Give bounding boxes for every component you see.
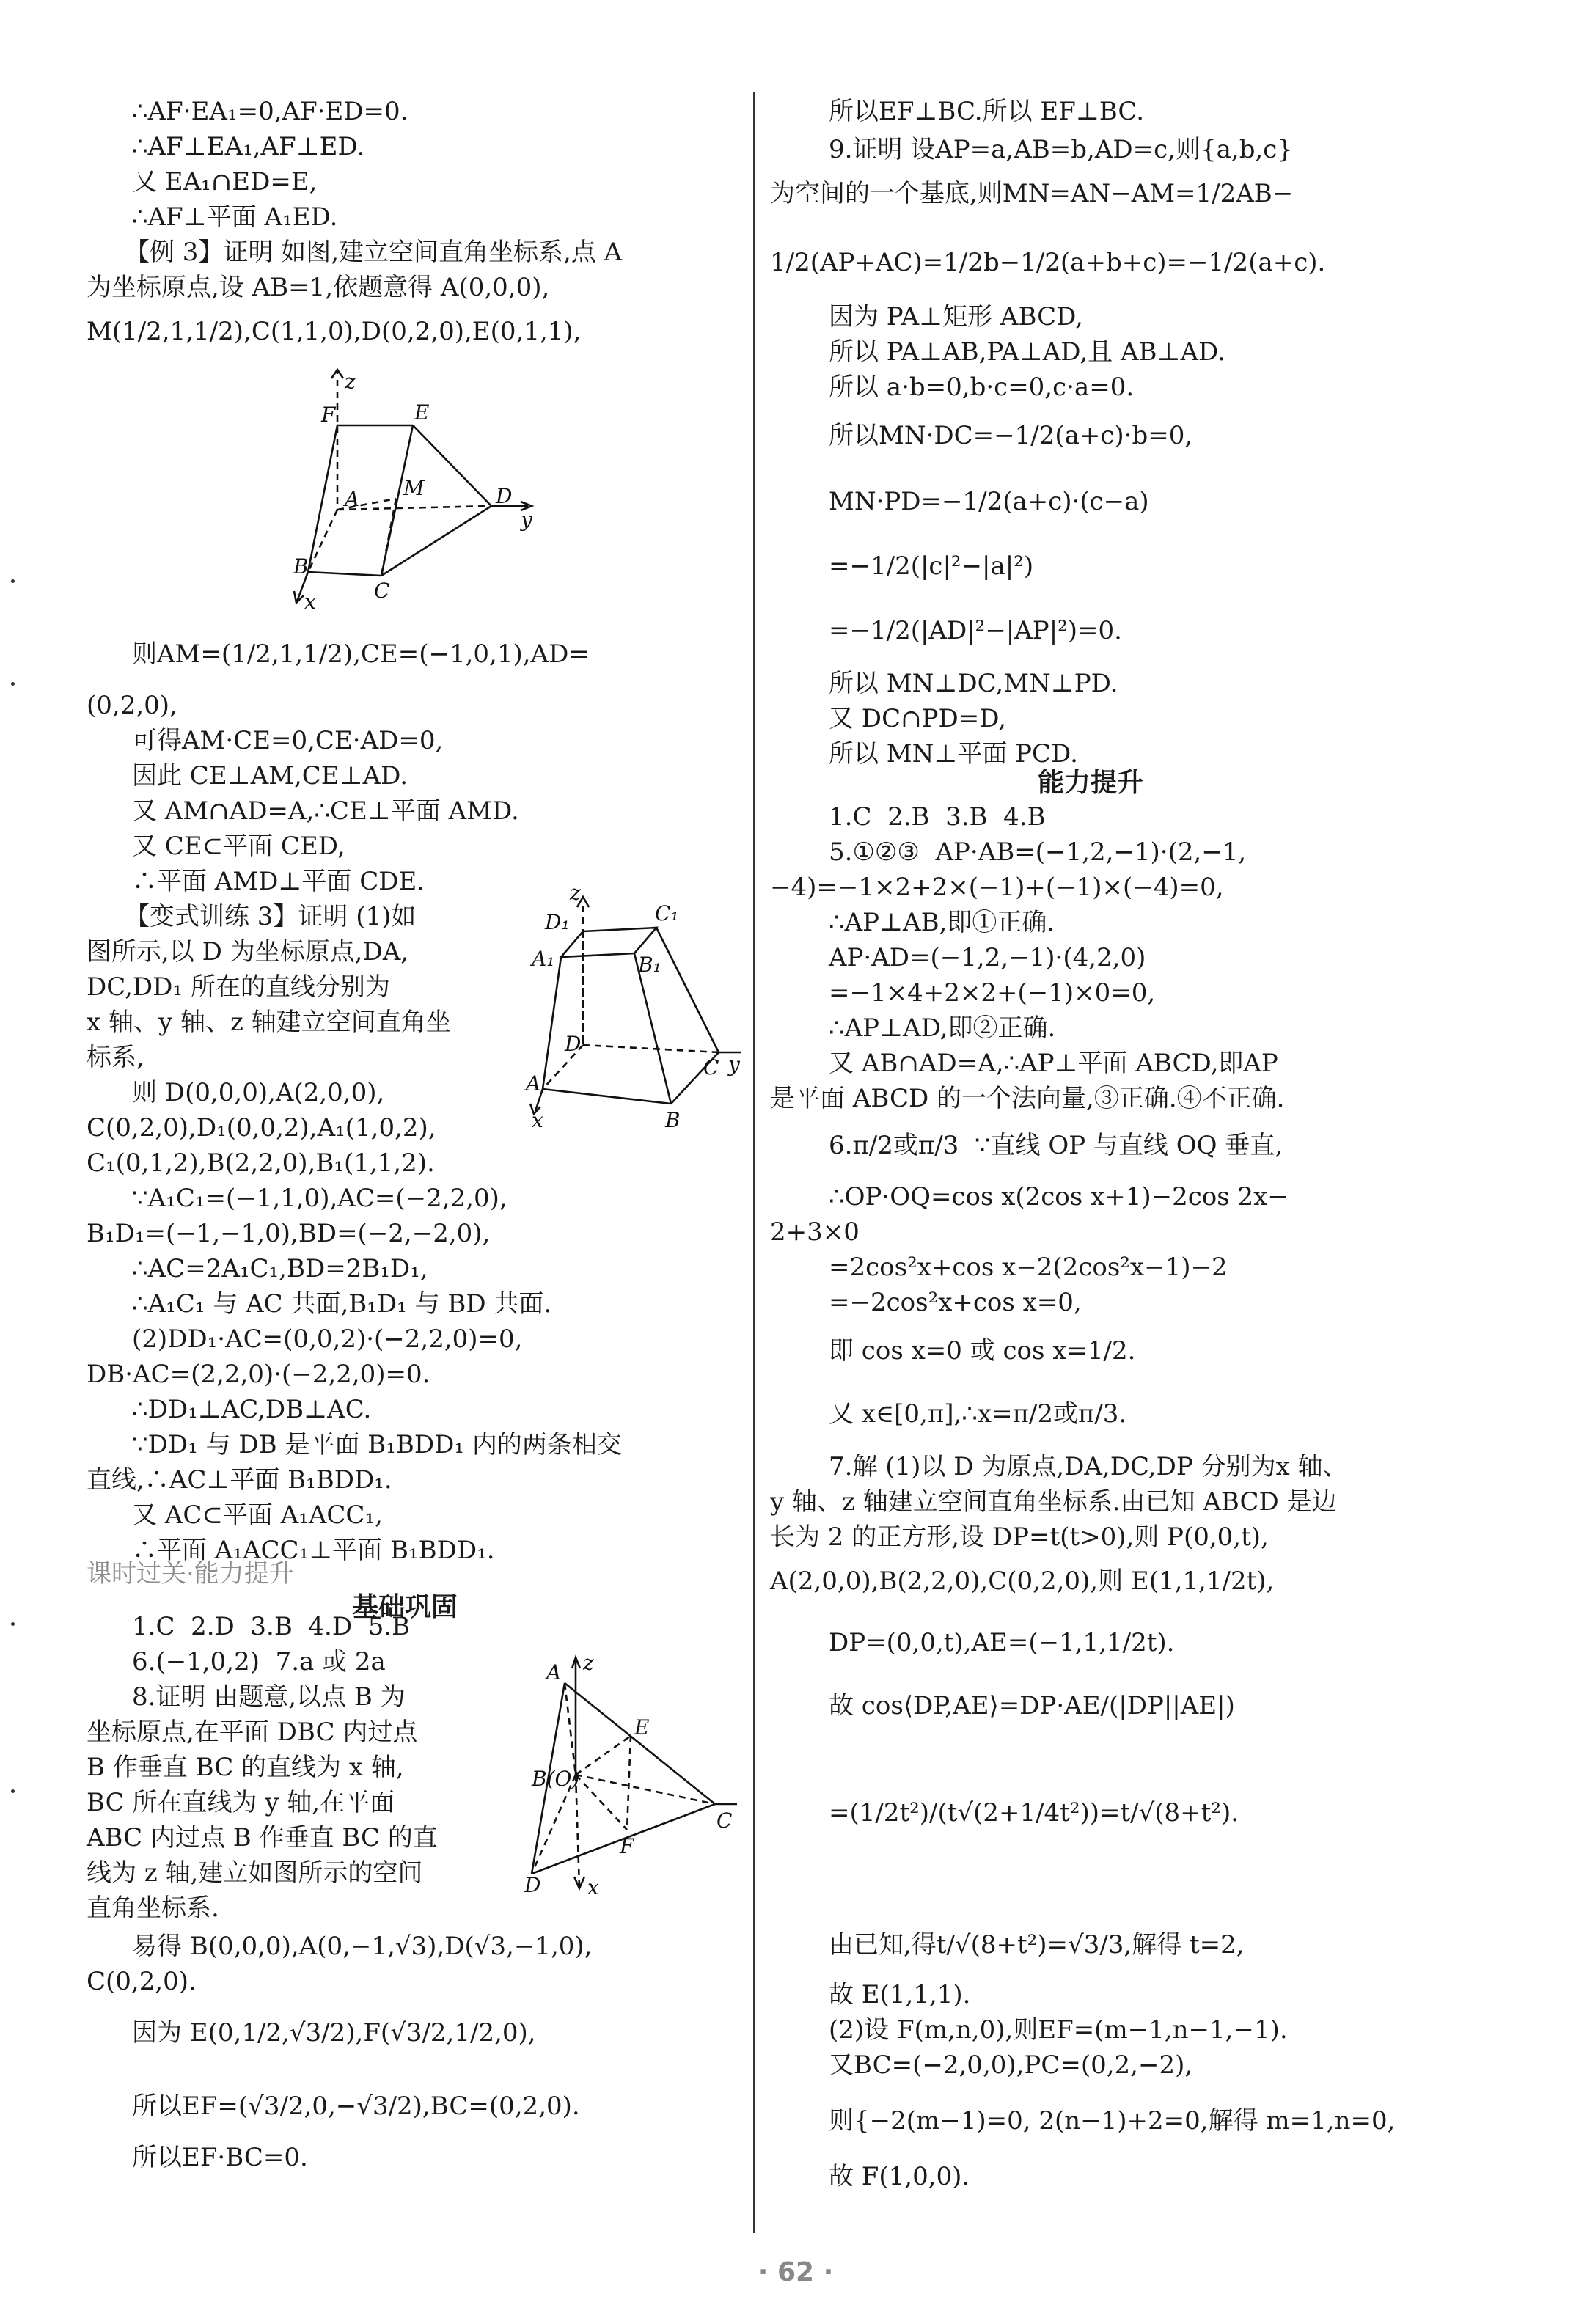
text-line: 即 cos x=0 或 cos x=1/2. (829, 1336, 1136, 1366)
fig2-label: y (728, 1052, 740, 1077)
text-line: ∴AP⊥AB,即①正确. (829, 908, 1055, 937)
answers-line: 6.(−1,0,2) 7.a 或 2a (132, 1647, 386, 1676)
text-line: 可得AM·CE=0,CE·AD=0, (132, 726, 444, 755)
problem-7: 7.解 (1)以 D 为原点,DA,DC,DP 分别为x 轴、 (829, 1452, 1348, 1481)
fig1-label: A (345, 487, 360, 511)
fig3-label: E (634, 1715, 650, 1740)
text-line: 又 DC∩PD=D, (829, 704, 1007, 733)
fig2-label: C (703, 1055, 719, 1079)
fig2-label: B₁ (638, 953, 661, 977)
scan-mark (11, 1622, 15, 1626)
text-line: 因为 E(0,1/2,√3/2),F(√3/2,1/2,0), (132, 2018, 536, 2048)
text-line: ∵A₁C₁=(−1,1,0),AC=(−2,2,0), (132, 1184, 507, 1213)
text-line: (2)DD₁·AC=(0,0,2)·(−2,2,0)=0, (132, 1324, 523, 1354)
text-line: M(1/2,1,1/2),C(1,1,0),D(0,2,0),E(0,1,1), (87, 317, 582, 346)
page-number-value: 62 (777, 2257, 815, 2287)
text-line: 图所示,以 D 为坐标原点,DA, (87, 937, 409, 967)
scan-mark (11, 1789, 15, 1793)
text-line: −4)=−1×2+2×(−1)+(−1)×(−4)=0, (770, 873, 1224, 902)
text-line: ∴DD₁⊥AC,DB⊥AC. (132, 1395, 372, 1424)
text-line: ∴AF⊥EA₁,AF⊥ED. (132, 132, 365, 161)
problem-5: 5.①②③ AP·AB=(−1,2,−1)·(2,−1, (829, 837, 1247, 867)
fig2-label: C₁ (655, 901, 679, 925)
text-line: 所以EF·BC=0. (132, 2143, 308, 2172)
text-line: 直角坐标系. (87, 1894, 219, 1923)
text-line: =−1/2(|AD|²−|AP|²)=0. (829, 616, 1122, 645)
problem-6: 6.π/2或π/3 ∵直线 OP 与直线 OQ 垂直, (829, 1131, 1283, 1160)
text-line: MN·PD=−1/2(a+c)·(c−a) (829, 487, 1149, 516)
fig1-label: E (414, 400, 430, 425)
text-line: DB·AC=(2,2,0)·(−2,2,0)=0. (87, 1360, 430, 1389)
fig1-label: D (496, 484, 513, 508)
text-line: 所以 MN⊥DC,MN⊥PD. (829, 669, 1118, 698)
text-line: 8.证明 由题意,以点 B 为 (132, 1682, 406, 1712)
text-line: 因此 CE⊥AM,CE⊥AD. (132, 761, 408, 791)
fig2-label: D₁ (545, 910, 570, 934)
text-line: C₁(0,1,2),B(2,2,0),B₁(1,1,2). (87, 1148, 435, 1178)
text-line: ∴AP⊥AD,即②正确. (829, 1013, 1056, 1043)
text-line: 标系, (87, 1043, 144, 1072)
text-line: C(0,2,0). (87, 1967, 197, 1996)
text-line: 所以MN·DC=−1/2(a+c)·b=0, (829, 421, 1193, 450)
text-line: 则AM=(1/2,1,1/2),CE=(−1,0,1),AD= (132, 639, 590, 669)
text-line: AP·AD=(−1,2,−1)·(4,2,0) (829, 943, 1146, 972)
section-title: 课时过关·能力提升 (87, 1559, 294, 1588)
text-line: 所以EF⊥BC.所以 EF⊥BC. (829, 97, 1145, 126)
text-line: 是平面 ABCD 的一个法向量,③正确.④不正确. (770, 1084, 1285, 1113)
text-line: 又 EA₁∩ED=E, (132, 167, 318, 197)
text-line: ∴AF·EA₁=0,AF·ED=0. (132, 97, 408, 126)
text-line: 所以 PA⊥AB,PA⊥AD,且 AB⊥AD. (829, 337, 1225, 367)
text-line: ∴平面 A₁ACC₁⊥平面 B₁BDD₁. (132, 1536, 495, 1565)
text-line: ∴平面 AMD⊥平面 CDE. (132, 867, 425, 896)
text-line: 长为 2 的正方形,设 DP=t(t>0),则 P(0,0,t), (770, 1522, 1269, 1552)
fig2-label: z (570, 881, 581, 905)
page-number: · 62 · (758, 2257, 834, 2287)
problem-9: 9.证明 设AP=a,AB=b,AD=c,则{a,b,c} (829, 135, 1293, 164)
text-line: DP=(0,0,t),AE=(−1,1,1/2t). (829, 1628, 1175, 1657)
subsection-title: 能力提升 (1038, 768, 1144, 798)
text-line: 为空间的一个基底,则MN=AN−AM=1/2AB− (770, 179, 1294, 208)
text-line: 故 cos⟨DP,AE⟩=DP·AE/(|DP||AE|) (829, 1691, 1235, 1720)
fig3-label: C (716, 1808, 733, 1833)
text-line: ∴AF⊥平面 A₁ED. (132, 202, 338, 232)
fig1-label: z (345, 370, 356, 394)
figure-pyramid-coordinate (279, 367, 557, 616)
text-line: ∴AC=2A₁C₁,BD=2B₁D₁, (132, 1254, 428, 1283)
text-line: 又 AM∩AD=A,∴CE⊥平面 AMD. (132, 796, 519, 826)
fig2-label: D (565, 1032, 582, 1056)
fig1-label: F (321, 403, 336, 427)
text-line: 由已知,得t/√(8+t²)=√3/3,解得 t=2, (829, 1930, 1245, 1960)
text-line: 则{−2(m−1)=0, 2(n−1)+2=0,解得 m=1,n=0, (829, 2106, 1396, 2136)
answers-line: 1.C 2.D 3.B 4.D 5.B (132, 1612, 411, 1641)
fig2-label: A₁ (532, 947, 555, 971)
fig2-label: x (532, 1108, 543, 1132)
column-divider (753, 92, 755, 2233)
text-line: 因为 PA⊥矩形 ABCD, (829, 302, 1083, 331)
text-line: 所以 a·b=0,b·c=0,c·a=0. (829, 373, 1135, 402)
text-line: B₁D₁=(−1,−1,0),BD=(−2,−2,0), (87, 1219, 491, 1248)
fig3-label: x (587, 1875, 599, 1899)
example-heading: 【例 3】证明 如图,建立空间直角坐标系,点 A (125, 238, 623, 267)
text-line: y 轴、z 轴建立空间直角坐标系.由已知 ABCD 是边 (770, 1487, 1337, 1517)
fig1-label: y (521, 507, 532, 532)
text-line: 又 AB∩AD=A,∴AP⊥平面 ABCD,即AP (829, 1049, 1278, 1078)
text-line: 直线,∴AC⊥平面 B₁BDD₁. (87, 1465, 392, 1495)
text-line: =−2cos²x+cos x=0, (829, 1288, 1082, 1317)
text-line: =(1/2t²)/(t√(2+1/4t²))=t/√(8+t²). (829, 1798, 1239, 1828)
text-line: ∵DD₁ 与 DB 是平面 B₁BDD₁ 内的两条相交 (132, 1430, 622, 1459)
fig2-label: B (665, 1108, 681, 1132)
figure-tetrahedron-coordinate (524, 1651, 752, 1899)
scan-mark (11, 579, 15, 583)
fig3-label: z (583, 1651, 594, 1675)
fig1-label: C (374, 579, 390, 603)
fig3-label: B(O) (532, 1767, 580, 1791)
fig3-label: D (524, 1873, 541, 1897)
fig3-label: A (546, 1660, 562, 1685)
text-line: 为坐标原点,设 AB=1,依题意得 A(0,0,0), (87, 273, 550, 302)
scan-mark (11, 682, 15, 686)
fig1-label: x (304, 590, 316, 614)
text-line: A(2,0,0),B(2,2,0),C(0,2,0),则 E(1,1,1/2t), (770, 1566, 1275, 1596)
text-line: 所以 MN⊥平面 PCD. (829, 739, 1078, 769)
text-line: 又BC=(−2,0,0),PC=(0,2,−2), (829, 2050, 1193, 2080)
text-line: ∴OP·OQ=cos x(2cos x+1)−2cos 2x− (829, 1182, 1289, 1212)
text-line: 坐标原点,在平面 DBC 内过点 (87, 1718, 418, 1747)
text-line: ∴A₁C₁ 与 AC 共面,B₁D₁ 与 BD 共面. (132, 1289, 552, 1319)
text-line: =−1×4+2×2+(−1)×0=0, (829, 978, 1156, 1008)
text-line: 又 x∈[0,π],∴x=π/2或π/3. (829, 1399, 1127, 1429)
figure-frustum-coordinate (524, 881, 752, 1132)
text-line: DC,DD₁ 所在的直线分别为 (87, 972, 390, 1002)
text-line: 1/2(AP+AC)=1/2b−1/2(a+b+c)=−1/2(a+c). (770, 248, 1326, 277)
fig1-label: B (293, 554, 309, 579)
text-line: 易得 B(0,0,0),A(0,−1,√3),D(√3,−1,0), (132, 1932, 593, 1961)
fig2-label: A (526, 1071, 541, 1096)
text-line: 则 D(0,0,0),A(2,0,0), (132, 1078, 385, 1107)
text-line: 线为 z 轴,建立如图所示的空间 (87, 1858, 423, 1888)
text-line: (2)设 F(m,n,0),则EF=(m−1,n−1,−1). (829, 2015, 1288, 2045)
text-line: BC 所在直线为 y 轴,在平面 (87, 1788, 395, 1817)
subsection-title: 基础巩固 (352, 1592, 458, 1622)
text-line: 又 AC⊂平面 A₁ACC₁, (132, 1500, 383, 1530)
text-line: 所以EF=(√3/2,0,−√3/2),BC=(0,2,0). (132, 2092, 580, 2121)
answers-line: 1.C 2.B 3.B 4.B (829, 802, 1046, 832)
text-line: =−1/2(|c|²−|a|²) (829, 551, 1034, 581)
text-line: (0,2,0), (87, 691, 177, 720)
text-line: 故 E(1,1,1). (829, 1980, 971, 2009)
text-line: 2+3×0 (770, 1217, 860, 1247)
fig3-label: F (620, 1834, 634, 1858)
text-line: C(0,2,0),D₁(0,0,2),A₁(1,0,2), (87, 1113, 436, 1143)
text-line: ABC 内过点 B 作垂直 BC 的直 (87, 1823, 438, 1852)
text-line: x 轴、y 轴、z 轴建立空间直角坐 (87, 1008, 451, 1037)
fig1-label: M (403, 476, 425, 500)
text-line: B 作垂直 BC 的直线为 x 轴, (87, 1753, 404, 1782)
exercise-heading: 【变式训练 3】证明 (1)如 (125, 902, 417, 931)
text-line: 又 CE⊂平面 CED, (132, 832, 345, 861)
text-line: 故 F(1,0,0). (829, 2162, 970, 2191)
text-line: =2cos²x+cos x−2(2cos²x−1)−2 (829, 1253, 1228, 1282)
